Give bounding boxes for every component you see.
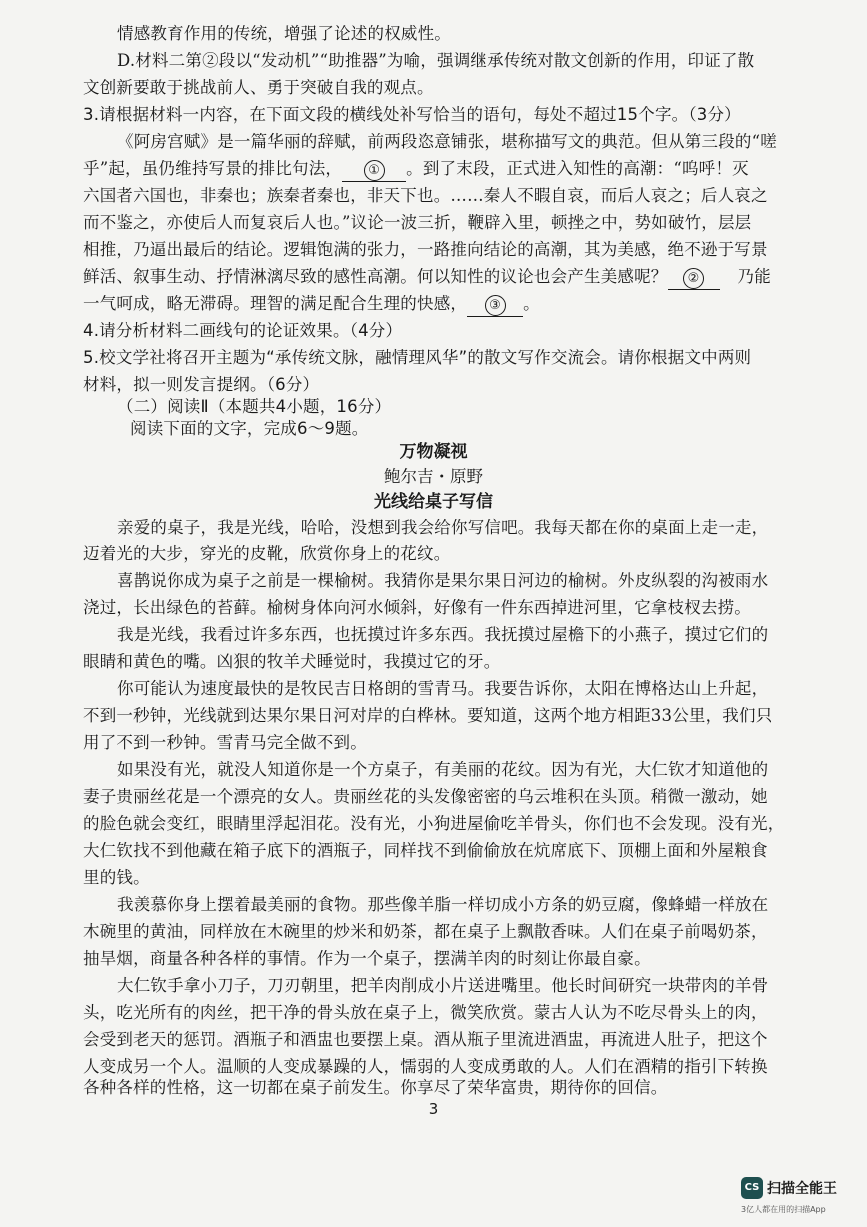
paragraph-line: 大仁钦找不到他藏在箱子底下的酒瓶子，同样找不到偷偷放在炕席底下、顶棚上面和外屋粮食 [83,841,768,860]
paragraph-line: 喜鹊说你成为桌子之前是一棵榆树。我猜你是果尔果日河边的榆树。外皮纵裂的沟被雨水 [117,571,769,590]
passage-text: 乃能 [737,267,771,286]
blank-number: ③ [485,295,506,316]
passage-text: 。到了末段，正式进入知性的高潮：“呜呼！灭 [406,159,749,178]
paragraph-line: 不到一秒钟，光线就到达果尔果日河对岸的白桦林。要知道，这两个地方相距33公里，我们只 [83,706,773,725]
scanner-watermark [741,1175,859,1223]
paragraph-line: 里的钱。 [83,868,150,887]
passage-line [83,293,540,317]
paragraph-line: 迈着光的大步，穿光的皮靴，欣赏你身上的花纹。 [83,544,451,563]
watermark-tagline: 3亿人都在用的扫描App [741,1205,826,1214]
question-4: 4.请分析材料二画线句的论证效果。（4分） [83,321,403,340]
camscanner-logo-icon: CS [741,1177,763,1199]
passage-line: 六国者六国也，非秦也；族秦者秦也，非天下也。……秦人不暇自哀，而后人哀之；后人哀之 [83,186,768,205]
passage-line: 而不鉴之，亦使后人而复哀后人也。”议论一波三折，鞭辟入里，顿挫之中，势如破竹，层层 [83,213,752,232]
paragraph-line: 抽旱烟，商量各种各样的事情。作为一个桌子，摆满羊肉的时刻让你最自豪。 [83,949,651,968]
question-5: 5.校文学社将召开主题为“承传统文脉，融情理风华”的散文写作交流会。请你根据文中两则 [83,348,752,367]
passage-text: 鲜活、叙事生动、抒情淋漓尽致的感性高潮。何以知性的议论也会产生美感呢？ [83,267,668,286]
passage-text: 乎”起，虽仍维持写景的排比句法， [83,159,343,178]
paragraph-line: 浇过，长出绿色的苔藓。榆树身体向河水倾斜，好像有一件东西掉进河里，它拿枝杈去捞。 [83,598,751,617]
paragraph-line: 人变成另一个人。温顺的人变成暴躁的人，懦弱的人变成勇敢的人。人们在酒精的指引下转换 [83,1057,768,1076]
question-5-cont: 材料，拟一则发言提纲。（6分） [83,375,320,394]
paragraph-line: 眼睛和黄色的嘴。凶狠的牧羊犬睡觉时，我摸过它的牙。 [83,652,501,671]
blank-2[interactable] [668,267,720,290]
paragraph-line: 头，吃光所有的肉丝，把干净的骨头放在桌子上，微笑欣赏。蒙古人认为不吃尽骨头上的肉， [83,1003,768,1022]
paragraph-line: 亲爱的桌子，我是光线，哈哈，没想到我会给你写信吧。我每天都在你的桌面上走一走， [117,518,769,537]
paragraph-line: 我是光线，我看过许多东西，也抚摸过许多东西。我抚摸过屋檐下的小燕子，摸过它们的 [117,625,769,644]
paragraph-line: 木碗里的黄油，同样放在木碗里的炒米和奶茶，都在桌子上飘散香味。人们在桌子前喝奶茶， [83,922,768,941]
passage-line: 《阿房宫赋》是一篇华丽的辞赋，前两段恣意铺张，堪称描写文的典范。但从第三段的“嗟 [117,132,777,151]
paragraph-line: 会受到老天的惩罚。酒瓶子和酒盅也要摆上桌。酒从瓶子里流进酒盅，再流进人肚子，把这个 [83,1030,768,1049]
article-subtitle: 光线给桌子写信 [374,492,493,512]
question-3: 3.请根据材料一内容，在下面文段的横线处补写恰当的语句，每处不超过15个字。（3分） [83,105,741,124]
blank-3[interactable] [467,294,523,317]
section-heading: （二）阅读Ⅱ（本题共4小题，16分） [117,397,392,416]
article-title: 万物凝视 [399,442,468,462]
paragraph-line: 你可能认为速度最快的是牧民吉日格朗的雪青马。我要告诉你，太阳在博格达山上升起， [117,679,769,698]
passage-line [83,158,749,182]
paragraph-line: 的脸色就会变红，眼睛里浮起泪花。没有光，小狗进屋偷吃羊骨头，你们也不会发现。没有光， [83,814,785,833]
blank-number: ② [683,268,704,289]
passage-line [83,266,771,290]
watermark-app-name: 扫描全能王 [767,1181,837,1197]
passage-text: 。 [523,294,540,313]
article-author: 鲍尔吉・原野 [384,467,483,486]
paragraph-line: 妻子贵丽丝花是一个漂亮的女人。贵丽丝花的头发像密密的乌云堆积在头顶。稍微一激动，她 [83,787,768,806]
section-instruction: 阅读下面的文字，完成6～9题。 [130,419,369,438]
text-line: 情感教育作用的传统，增强了论述的权威性。 [117,24,451,43]
passage-line: 相推，乃逼出最后的结论。逻辑饱满的张力，一路推向结论的高潮，其为美感，绝不逊于写景 [83,240,768,259]
paragraph-line: 用了不到一秒钟。雪青马完全做不到。 [83,733,367,752]
text-line: 文创新要敢于挑战前人、勇于突破自我的观点。 [83,78,434,97]
option-d-line: D.材料二第②段以“发动机”“助推器”为喻，强调继承传统对散文创新的作用，印证了散 [117,51,755,70]
blank-1[interactable] [342,159,406,182]
page-number: 3 [428,1100,439,1118]
paragraph-line: 各种各样的性格，这一切都在桌子前发生。你享尽了荣华富贵，期待你的回信。 [83,1078,668,1097]
paragraph-line: 大仁钦手拿小刀子，刀刃朝里，把羊肉削成小片送进嘴里。他长时间研究一块带肉的羊骨 [117,976,769,995]
paragraph-line: 我羡慕你身上摆着最美丽的食物。那些像羊脂一样切成小方条的奶豆腐，像蜂蜡一样放在 [117,895,769,914]
passage-text: 一气呵成，略无滞碍。理智的满足配合生理的快感， [83,294,468,313]
blank-number: ① [364,160,385,181]
paragraph-line: 如果没有光，就没人知道你是一个方桌子，有美丽的花纹。因为有光，大仁钦才知道他的 [117,760,769,779]
